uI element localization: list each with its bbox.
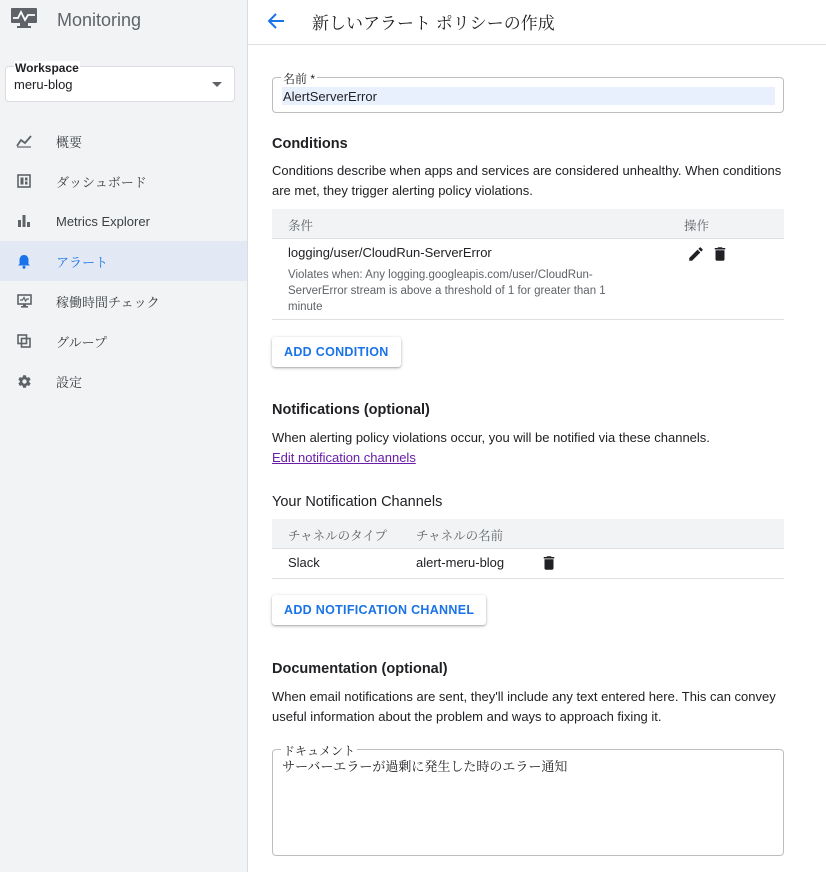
column-header-actions: 操作	[684, 219, 710, 233]
page-title: 新しいアラート ポリシーの作成	[312, 14, 555, 33]
column-header-channel-type: チャネルのタイプ	[288, 529, 388, 543]
sidebar-item-label: アラート	[56, 254, 109, 270]
sidebar-item-overview[interactable]	[0, 121, 247, 161]
channel-type: Slack	[288, 555, 320, 570]
arrow-back-icon[interactable]	[266, 11, 286, 31]
sidebar-item-alerts[interactable]	[0, 241, 247, 281]
sidebar-item-label: 稼働時間チェック	[56, 294, 160, 310]
sidebar-item-groups[interactable]	[0, 321, 247, 361]
column-header-condition: 条件	[288, 219, 314, 233]
sidebar-item-settings[interactable]	[0, 361, 247, 401]
conditions-heading: Conditions	[272, 136, 348, 152]
add-notification-channel-button[interactable]: ADD NOTIFICATION CHANNEL	[272, 595, 486, 625]
documentation-textarea[interactable]	[282, 756, 772, 846]
notification-channels-heading: Your Notification Channels	[272, 494, 443, 510]
sidebar-item-metrics-explorer[interactable]	[0, 201, 247, 241]
column-header-channel-name: チャネルの名前	[416, 529, 504, 543]
table-row	[272, 549, 784, 579]
brand[interactable]	[10, 6, 141, 34]
group-icon	[16, 333, 32, 349]
notifications-heading: Notifications (optional)	[272, 402, 430, 418]
sidebar	[0, 0, 248, 872]
sidebar-nav	[0, 121, 247, 401]
workspace-select[interactable]	[5, 61, 235, 102]
bell-icon	[16, 253, 32, 269]
bar-chart-icon	[16, 213, 32, 229]
documentation-field-label: ドキュメント	[283, 744, 356, 758]
app-title: Monitoring	[57, 9, 142, 30]
sidebar-item-dashboards[interactable]	[0, 161, 247, 201]
sidebar-item-label: 概要	[56, 134, 83, 150]
sidebar-item-label: 設定	[56, 374, 83, 390]
name-field	[272, 72, 784, 113]
monitor-icon	[16, 293, 32, 309]
workspace-label: Workspace	[15, 61, 79, 75]
sidebar-item-label: グループ	[56, 334, 107, 350]
sidebar-item-uptime-checks[interactable]	[0, 281, 247, 321]
gear-icon	[16, 373, 32, 389]
delete-icon[interactable]	[711, 245, 729, 263]
edit-notification-channels-link[interactable]: Edit notification channels	[272, 450, 416, 465]
caret-down-icon	[212, 82, 222, 87]
monitoring-logo-icon	[10, 7, 38, 34]
condition-title: logging/user/CloudRun-ServerError	[288, 245, 492, 260]
notifications-description: When alerting policy violations occur, you will be notified via these channels.	[272, 430, 710, 445]
workspace-value: meru-blog	[14, 77, 73, 92]
sidebar-item-label: ダッシュボード	[56, 174, 147, 190]
dashboard-icon	[16, 173, 32, 189]
conditions-description: Conditions describe when apps and services are considered unhealthy. When conditions are met, they trigger alerting policy violations.	[272, 163, 782, 198]
condition-detail: Violates when: Any logging.googleapis.com/user/CloudRun-ServerError stream is above a threshold of 1 for greater than 1 minute	[288, 269, 606, 313]
chart-line-icon	[16, 133, 32, 149]
documentation-description: When email notifications are sent, they'll include any text entered here. This can convey useful information about the problem and ways to approach fixing it.	[272, 689, 776, 724]
documentation-field	[272, 744, 784, 856]
table-row	[272, 239, 784, 320]
name-input[interactable]	[282, 87, 775, 105]
conditions-table-header	[272, 209, 784, 239]
delete-icon[interactable]	[540, 554, 558, 572]
edit-icon[interactable]	[687, 245, 705, 263]
add-condition-button[interactable]: ADD CONDITION	[272, 337, 401, 367]
header-bar	[248, 0, 826, 45]
channels-table-header	[272, 519, 784, 549]
channel-name: alert-meru-blog	[416, 555, 505, 570]
documentation-heading: Documentation (optional)	[272, 661, 448, 677]
sidebar-item-label: Metrics Explorer	[56, 213, 150, 229]
name-field-label: 名前 *	[283, 72, 316, 86]
